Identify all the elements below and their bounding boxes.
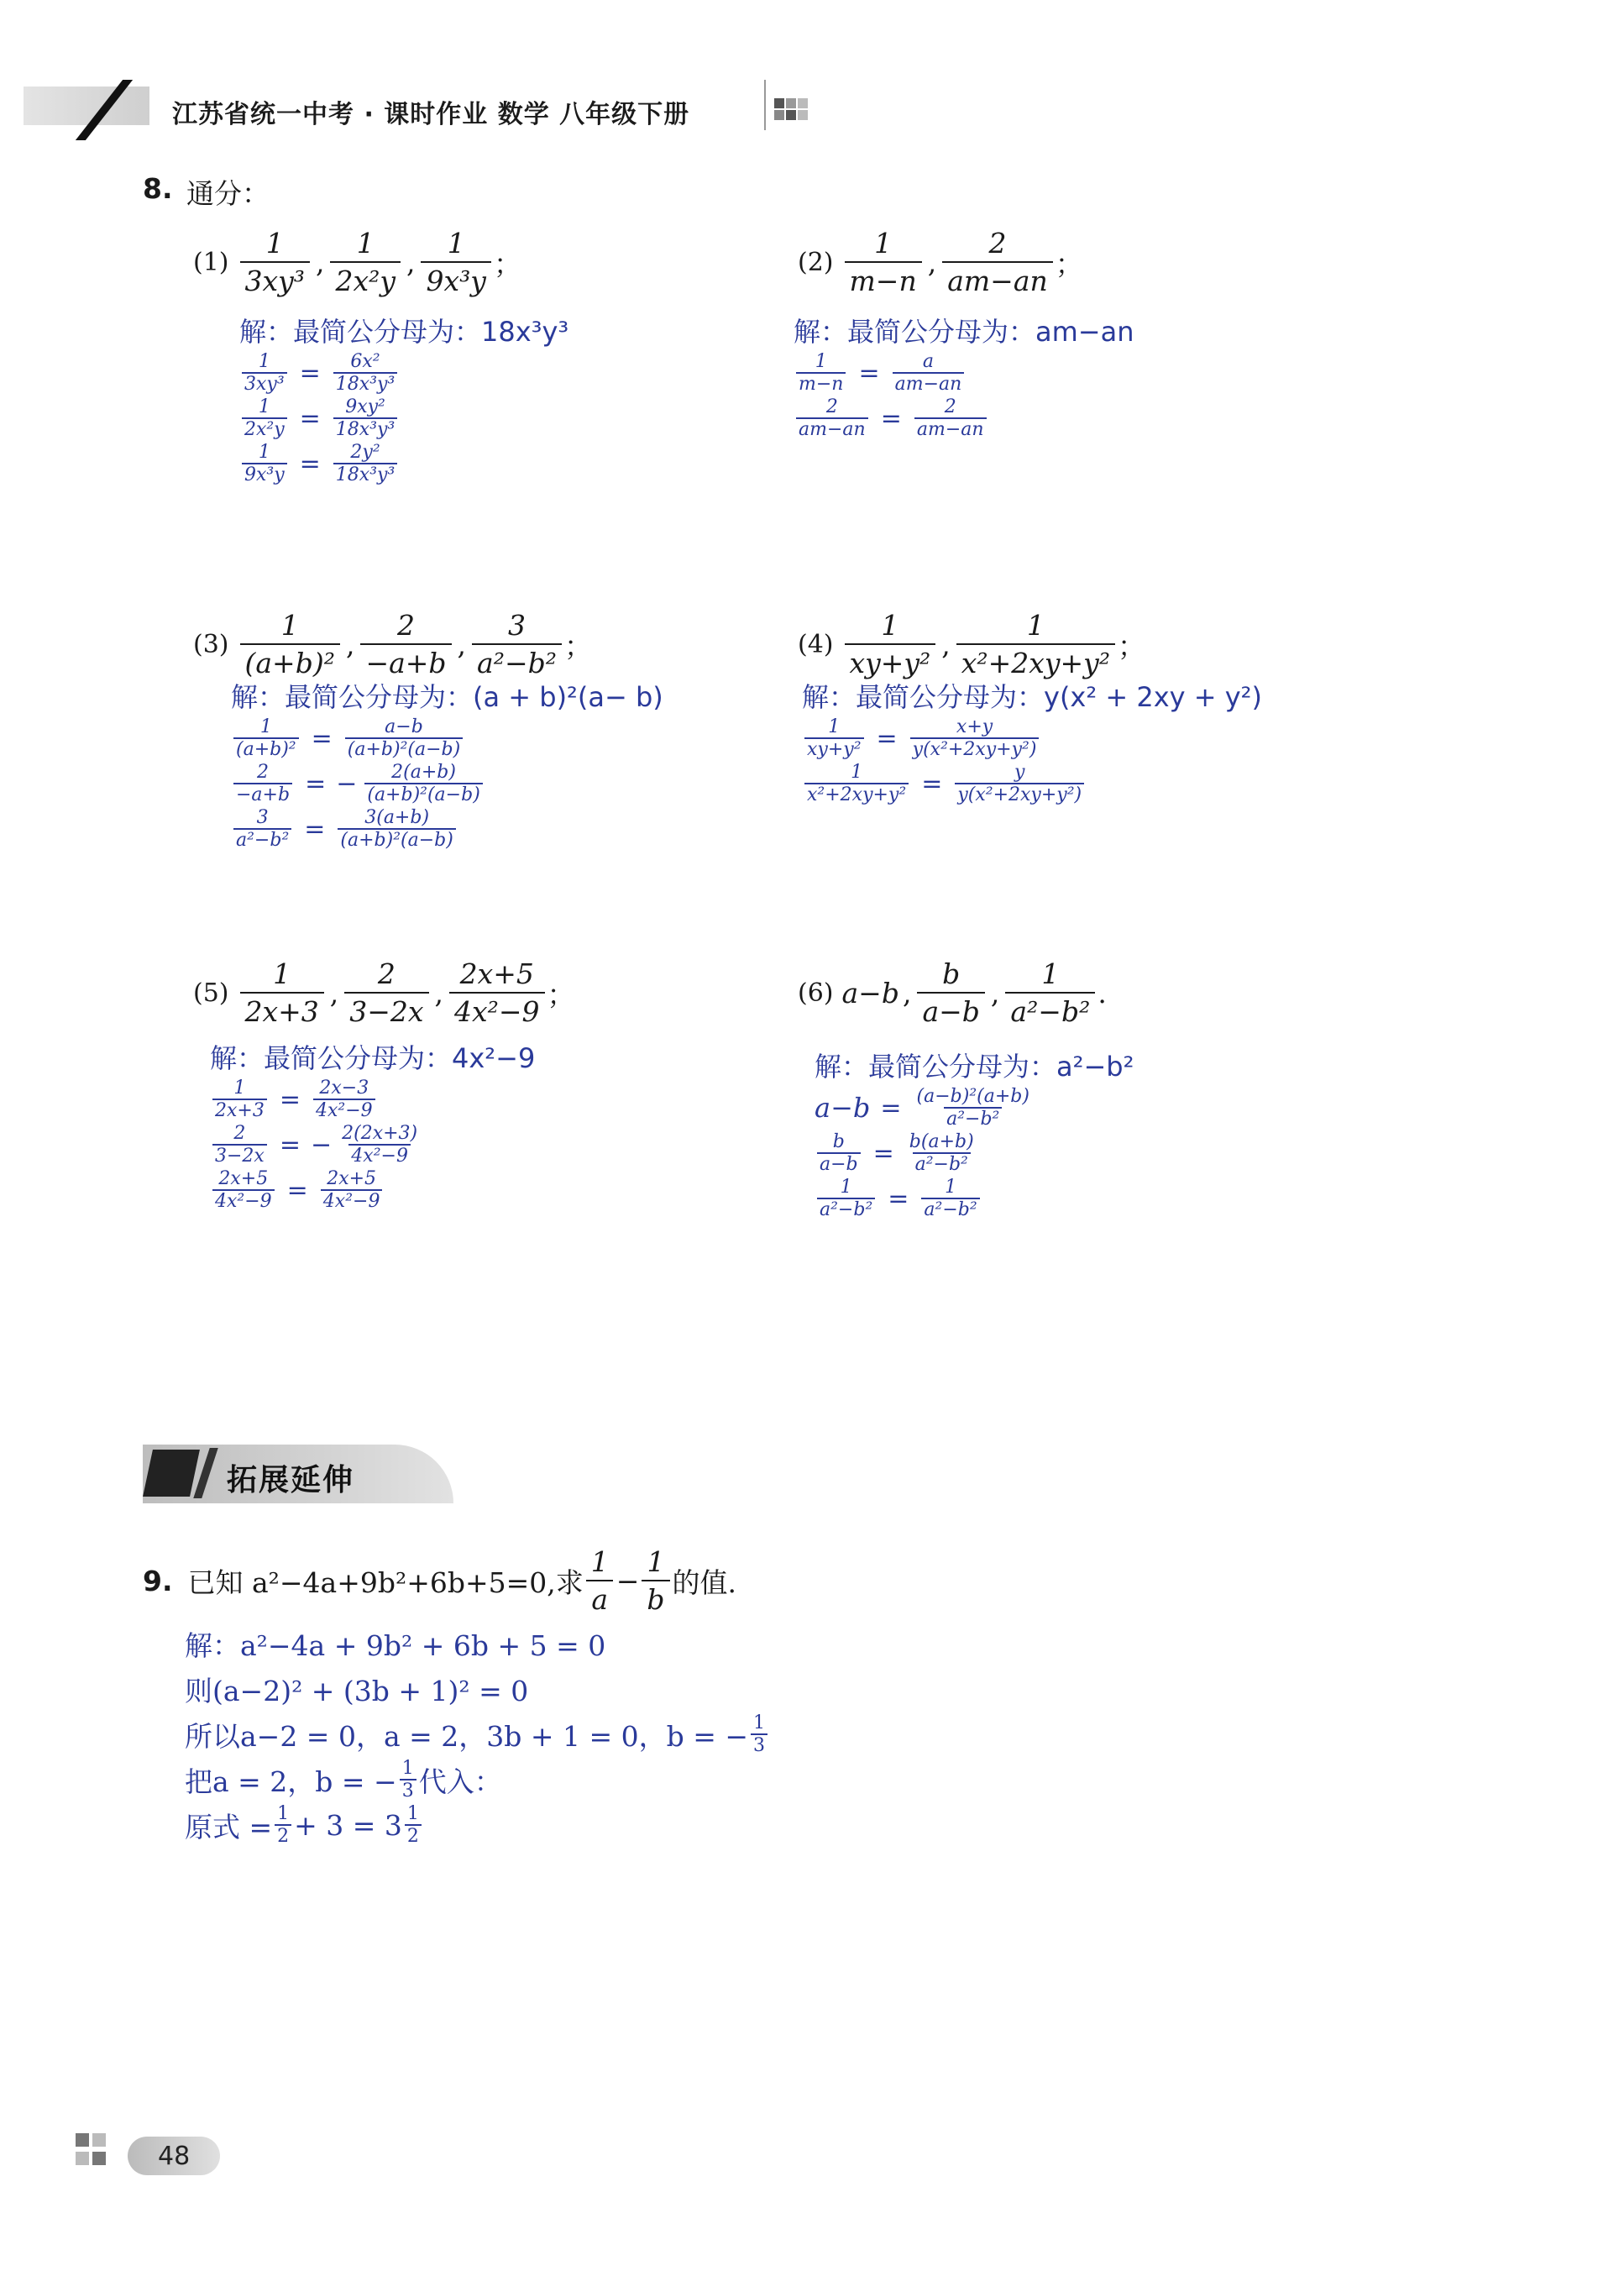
problem-fraction: $\frac{1}{\text{9x³y}}$ — [421, 227, 490, 297]
answer-title: 解：最简公分母为：4x²−9 — [210, 1042, 536, 1074]
answer-title: 解：最简公分母为：(a + b)²(a− b) — [231, 681, 663, 713]
question-9: 9. 已知 a²−4a+9b²+6b+5=0,求 $\frac{1}{a}$ − $\frac{1}{b}$ 的值. — [143, 1545, 737, 1616]
answer-line: $\frac{1}{\text{x²+2xy+y²}}$ = $\frac{y}{\text{y(x²+2xy+y²)}}$ — [802, 762, 1262, 805]
problem-2: (2) $\frac{1}{m-n}$ , $\frac{2}{am-an}$ ； — [798, 227, 1083, 297]
answer-6 — [815, 1046, 1134, 1220]
answer-line: $\frac{2}{-a+b}$ = − $\frac{2(a+b)}{\text{(a+b)²(a−b)}}$ — [231, 762, 663, 805]
header-divider — [764, 80, 766, 130]
problem-fraction: $\frac{2}{-a+b}$ — [360, 609, 451, 679]
solution-line-5: 原式 = $\frac{1}{2}$ + 3 = 3 $\frac{1}{2}$ — [185, 1802, 770, 1848]
problem-fraction: $\frac{1}{2x+3}$ — [240, 957, 324, 1028]
problem-4: (4) $\frac{1}{\text{xy+y²}}$ , $\frac{1}{\text{x²+2xy+y²}}$ ； — [798, 609, 1146, 679]
problem-5: (5) $\frac{1}{2x+3}$ , $\frac{2}{3-2x}$ , $\frac{2x+5}{\text{4x²−9}}$ ； — [193, 957, 575, 1028]
answer-line: $\frac{1}{\text{3xy³}}$ = $\frac{\text{6x²}}{\text{18x³y³}}$ — [239, 351, 568, 395]
problem-label: (5) — [193, 978, 229, 1008]
question-8-text: 通分： — [186, 177, 270, 210]
problem-fraction: $\frac{2}{3-2x}$ — [344, 957, 428, 1028]
problem-1: (1) $\frac{1}{\text{3xy³}}$ , $\frac{1}{\text{2x²y}}$ , $\frac{1}{\text{9x³y}}$ ； — [193, 227, 521, 297]
problem-label: (6) — [798, 978, 834, 1008]
answer-title: 解：最简公分母为：18x³y³ — [239, 316, 569, 348]
problem-label: (4) — [798, 629, 834, 659]
answer-line: $\frac{1}{\text{2x²y}}$ = $\frac{\text{9xy²}}{\text{18x³y³}}$ — [239, 396, 568, 440]
fraction-1-over-b: $\frac{1}{b}$ — [642, 1545, 669, 1616]
problem-label: (2) — [798, 247, 834, 277]
answer-3 — [231, 676, 663, 851]
question-9-tail: 的值. — [672, 1565, 737, 1599]
problem-fraction: $\frac{1}{\text{(a+b)²}}$ — [240, 609, 340, 679]
answer-1 — [239, 311, 568, 485]
answer-4 — [802, 676, 1262, 805]
answer-line: $\frac{2x+5}{\text{4x²−9}}$ = $\frac{2x+5}{\text{4x²−9}}$ — [210, 1168, 535, 1212]
problem-fraction: $\frac{1}{\text{3xy³}}$ — [240, 227, 310, 297]
answer-line: $\frac{1}{2x+3}$ = $\frac{2x-3}{\text{4x²−9}}$ — [210, 1078, 535, 1121]
question-8-number: 8. — [143, 172, 173, 205]
notebook-icon — [143, 1450, 200, 1497]
problem-fraction: $\frac{1}{\text{a²−b²}}$ — [1005, 957, 1095, 1028]
header-squares-icon — [774, 98, 825, 122]
problem-prefix: a−b — [841, 976, 899, 1010]
problem-label: (1) — [193, 247, 229, 277]
answer-line: $\frac{1}{\text{a²−b²}}$ = $\frac{1}{\text{a²−b²}}$ — [815, 1177, 1134, 1220]
page-footer — [76, 2133, 244, 2184]
question-9-number: 9. — [143, 1564, 173, 1597]
problem-fraction: $\frac{2x+5}{\text{4x²−9}}$ — [449, 957, 544, 1028]
solution-line-4: 把a = 2，b = − $\frac{1}{3}$ 代入： — [185, 1758, 502, 1801]
problem-fraction: $\frac{2}{am-an}$ — [942, 227, 1053, 297]
answer-5 — [210, 1037, 535, 1212]
header-band — [24, 87, 149, 125]
answer-line: $\frac{2}{3-2x}$ = − $\frac{2(2x+3)}{\text{4x²−9}}$ — [210, 1123, 535, 1167]
answer-2 — [794, 311, 1134, 440]
page-number: 48 — [158, 2142, 191, 2171]
header-title: 江苏省统一中考 · 课时作业 数学 八年级下册 — [172, 100, 690, 129]
answer-line: $\frac{2}{am-an}$ = $\frac{2}{am-an}$ — [794, 396, 1134, 440]
section-title: 拓展延伸 — [227, 1463, 355, 1497]
section-header — [143, 1428, 462, 1503]
answer-title: 解：最简公分母为：a²−b² — [815, 1051, 1134, 1083]
question-9-solution — [185, 1621, 770, 1848]
problem-fraction: $\frac{3}{\text{a²−b²}}$ — [472, 609, 562, 679]
fraction-1-over-a: $\frac{1}{a}$ — [586, 1545, 614, 1616]
problem-3: (3) $\frac{1}{\text{(a+b)²}}$ , $\frac{2}{-a+b}$ , $\frac{3}{\text{a²−b²}}$ ； — [193, 609, 592, 679]
solution-line-2: 则(a−2)² + (3b + 1)² = 0 — [185, 1674, 529, 1707]
problem-fraction: $\frac{1}{\text{xy+y²}}$ — [845, 609, 936, 679]
problem-label: (3) — [193, 629, 229, 659]
answer-line: a−b = $\frac{\text{(a−b)²(a+b)}}{\text{a²−b²}}$ — [815, 1086, 1029, 1130]
answer-title: 解：最简公分母为：am−an — [794, 316, 1134, 348]
answer-line: $\frac{3}{\text{a²−b²}}$ = $\frac{3(a+b)}{\text{(a+b)²(a−b)}}$ — [231, 807, 663, 851]
solution-line-1: 解：a²−4a + 9b² + 6b + 5 = 0 — [185, 1628, 606, 1662]
problem-fraction: $\frac{1}{\text{x²+2xy+y²}}$ — [956, 609, 1115, 679]
problem-6: (6) a−b , $\frac{b}{a-b}$ , $\frac{1}{\text{a²−b²}}$ . — [798, 957, 1107, 1028]
answer-line: $\frac{1}{\text{xy+y²}}$ = $\frac{x+y}{\text{y(x²+2xy+y²)}}$ — [802, 716, 1262, 760]
solution-line-3: 所以a−2 = 0，a = 2，3b + 1 = 0，b = − $\frac{1}{3}$ — [185, 1712, 770, 1757]
answer-line: $\frac{1}{\text{9x³y}}$ = $\frac{\text{2y²}}{\text{18x³y³}}$ — [239, 442, 568, 485]
page-header — [0, 80, 1624, 139]
answer-title: 解：最简公分母为：y(x² + 2xy + y²) — [802, 681, 1262, 713]
answer-line: $\frac{1}{\text{(a+b)²}}$ = $\frac{a-b}{\text{(a+b)²(a−b)}}$ — [231, 716, 663, 760]
answer-line: $\frac{b}{a-b}$ = $\frac{b(a+b)}{\text{a²−b²}}$ — [815, 1131, 1134, 1175]
question-9-text: 已知 a²−4a+9b²+6b+5=0,求 — [187, 1565, 584, 1599]
problem-fraction: $\frac{b}{a-b}$ — [917, 957, 984, 1028]
answer-line: $\frac{1}{m-n}$ = $\frac{a}{am-an}$ — [794, 351, 1134, 395]
problem-fraction: $\frac{1}{\text{2x²y}}$ — [330, 227, 400, 297]
problem-fraction: $\frac{1}{m-n}$ — [845, 227, 922, 297]
